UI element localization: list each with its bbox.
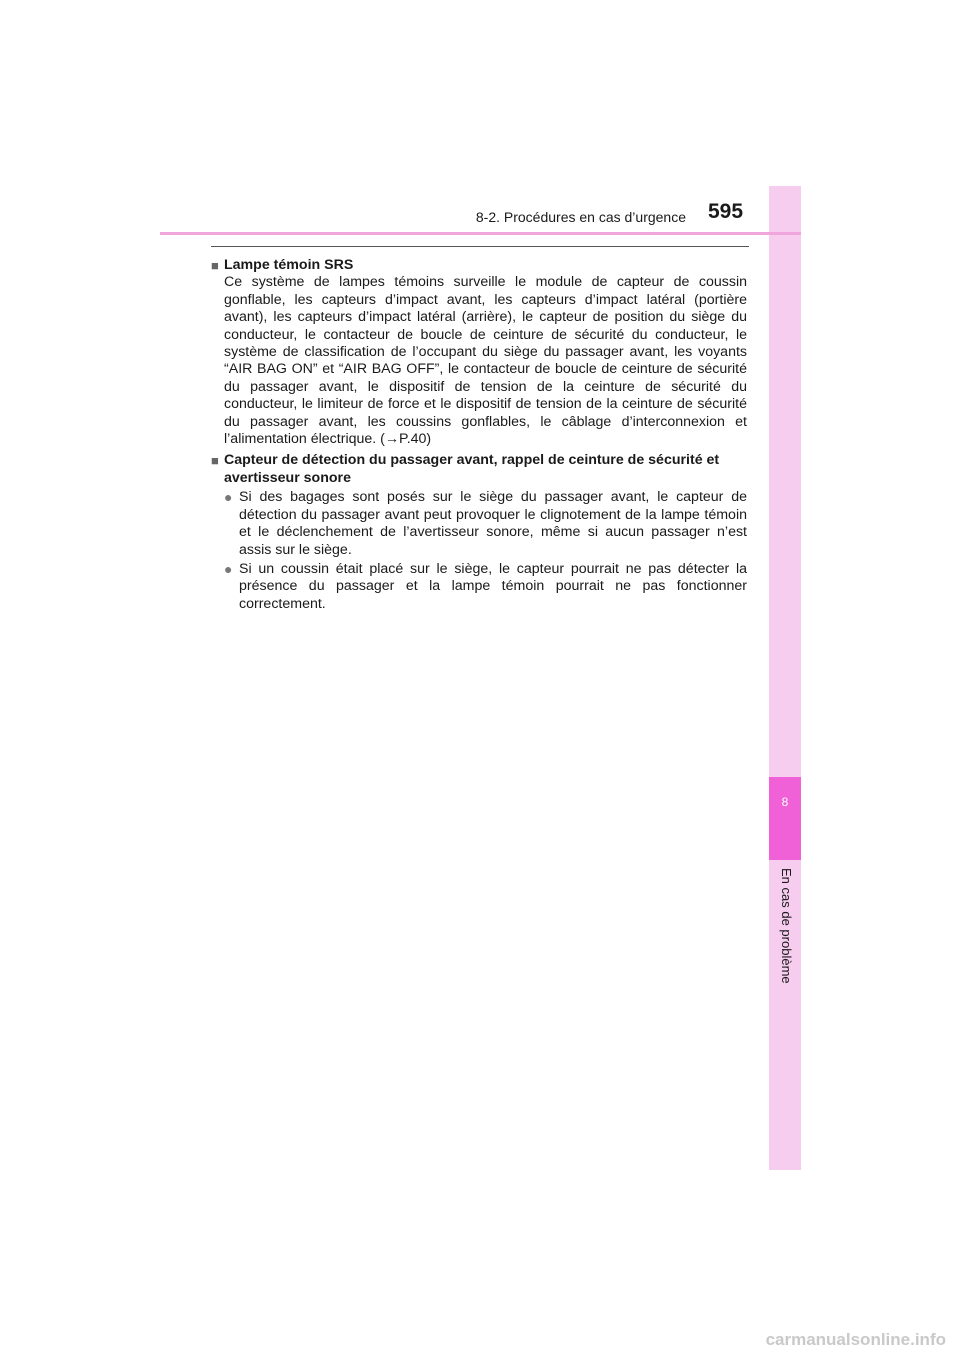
circle-bullet-icon: ●	[224, 560, 233, 577]
chapter-label: En cas de problème	[779, 868, 794, 984]
square-bullet-icon: ■	[211, 453, 219, 469]
chapter-tab-active[interactable]	[769, 777, 801, 860]
watermark: carmanualsonline.info	[765, 1330, 946, 1349]
square-bullet-icon: ■	[211, 258, 219, 273]
section-title: 8-2. Procédures en cas d’urgence	[475, 209, 686, 225]
list-item: ● Si un coussin était placé sur le siège, le capteur pourrait ne pas détecter la présence du passager et la lampe témoin pourrait ne pas fonctionner correctement.	[224, 560, 747, 612]
item-body: Ce système de lampes témoins surveille le module de capteur de coussin gonflable, les capteurs d’impact avant, les capteurs d’impact latéral (portière avant), les capteurs d’impact latéral (arrière), le capteur de position du siège du conducteur, le contacteur de boucle de ceinture de sécurité du conducteur, le système de classification de l’occupant du siège du passager avant, les voyants “AIR BAG ON” et “AIR BAG OFF”, le contacteur de boucle de ceinture de sécurité du passager avant, le dispositif de tension de la ceinture de sécurité du conducteur, le limiteur de force et le dispositif de tension de la ceinture de sécurité du passager avant, les coussins gonflables, le câblage d’interconnexion et l’alimentation électrique. (→P.40)	[224, 274, 747, 448]
page-number: 595	[708, 200, 744, 223]
item-heading: Capteur de détection du passager avant, rappel de ceinture de sécurité et avertisseur sonore	[224, 452, 720, 486]
content-rule	[211, 246, 749, 247]
list-item: ● Si des bagages sont posés sur le siège du passager avant, le capteur de détection du passager avant peut provoquer le clignotement de la lampe témoin et le déclenchement de l’avertisseur sonore, même si aucun passager n’est assis sur le siège.	[224, 489, 747, 558]
header-divider	[160, 232, 801, 235]
item-srs-lamp	[211, 257, 747, 448]
page-content	[211, 256, 747, 617]
item-passenger-sensor	[211, 452, 747, 613]
chapter-number: 8	[781, 795, 789, 809]
item-heading: Lampe témoin SRS	[224, 257, 354, 273]
circle-bullet-icon: ●	[224, 489, 233, 506]
chapter-side-tab	[769, 186, 801, 1170]
